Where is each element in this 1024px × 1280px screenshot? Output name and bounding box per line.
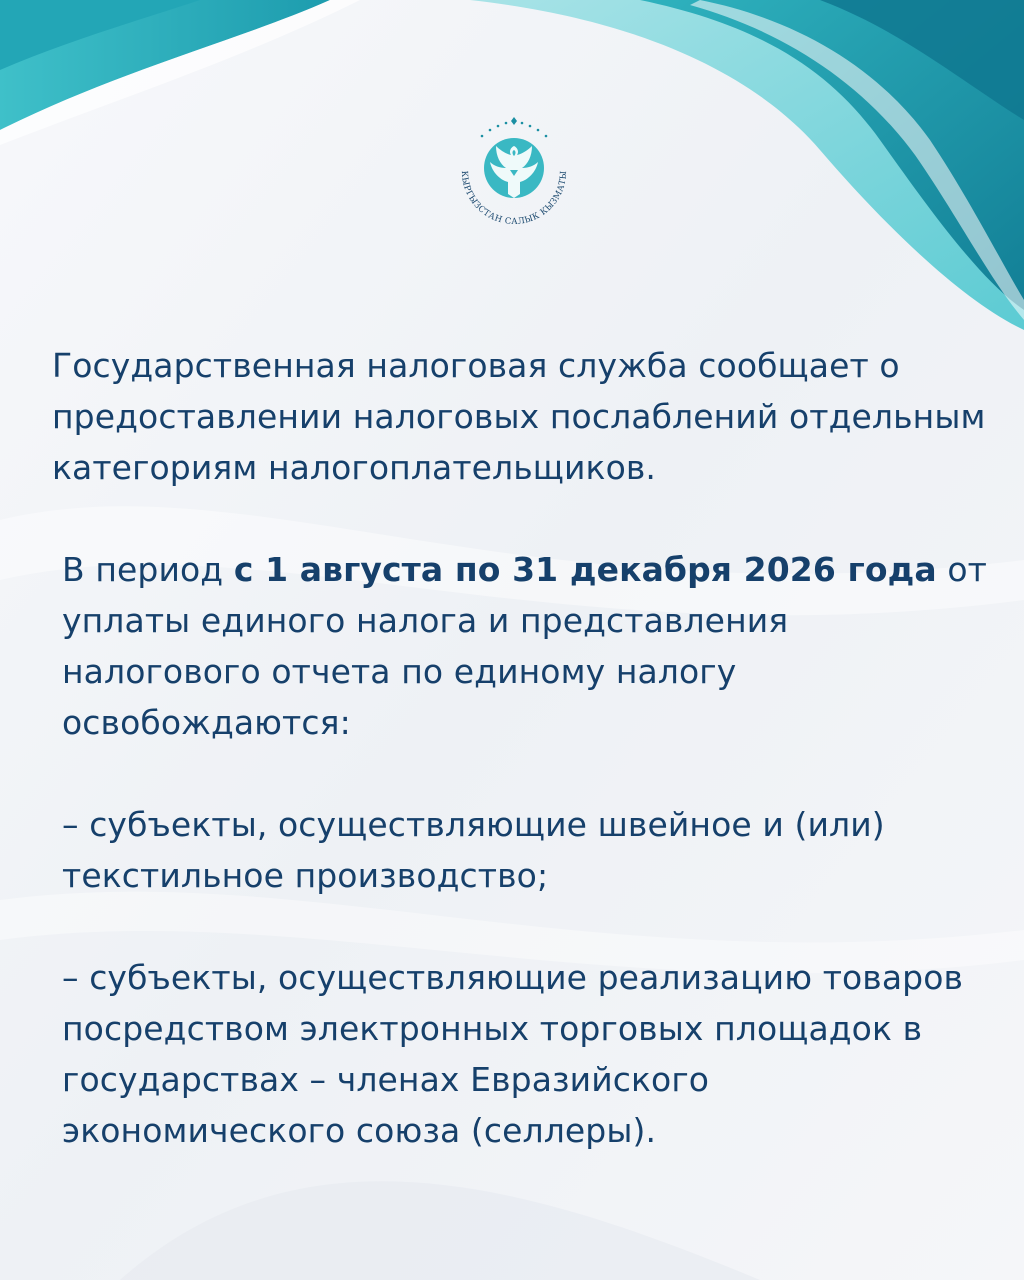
announcement-intro: Государственная налоговая служба сообщает о предоставлении налоговых послаблений отдельным категориям налогоплательщиков. — [52, 346, 986, 487]
period-dates: с 1 августа по 31 декабря 2026 года — [233, 550, 937, 589]
emblem-ring-text: КЫРГЫЗСТАН САЛЫК КЫЗМАТЫ — [458, 170, 570, 228]
bullet-sewing: – субъекты, осуществляющие швейное и (или) текстильное производство; — [62, 805, 885, 895]
emblem-dots — [481, 117, 548, 137]
tax-service-emblem — [452, 110, 576, 234]
bullet-sellers: – субъекты, осуществляющие реализацию товаров посредством электронных торговых площадок в государствах – членах Евразийского экономического союза (селлеры). — [62, 958, 964, 1150]
announcement-period — [52, 544, 992, 748]
eagle-icon — [484, 138, 544, 198]
period-suffix: от уплаты единого налога и представления налогового отчета по единому налогу освобождаются: — [62, 550, 987, 742]
announcement — [52, 340, 992, 1156]
period-prefix: В период — [62, 550, 234, 589]
